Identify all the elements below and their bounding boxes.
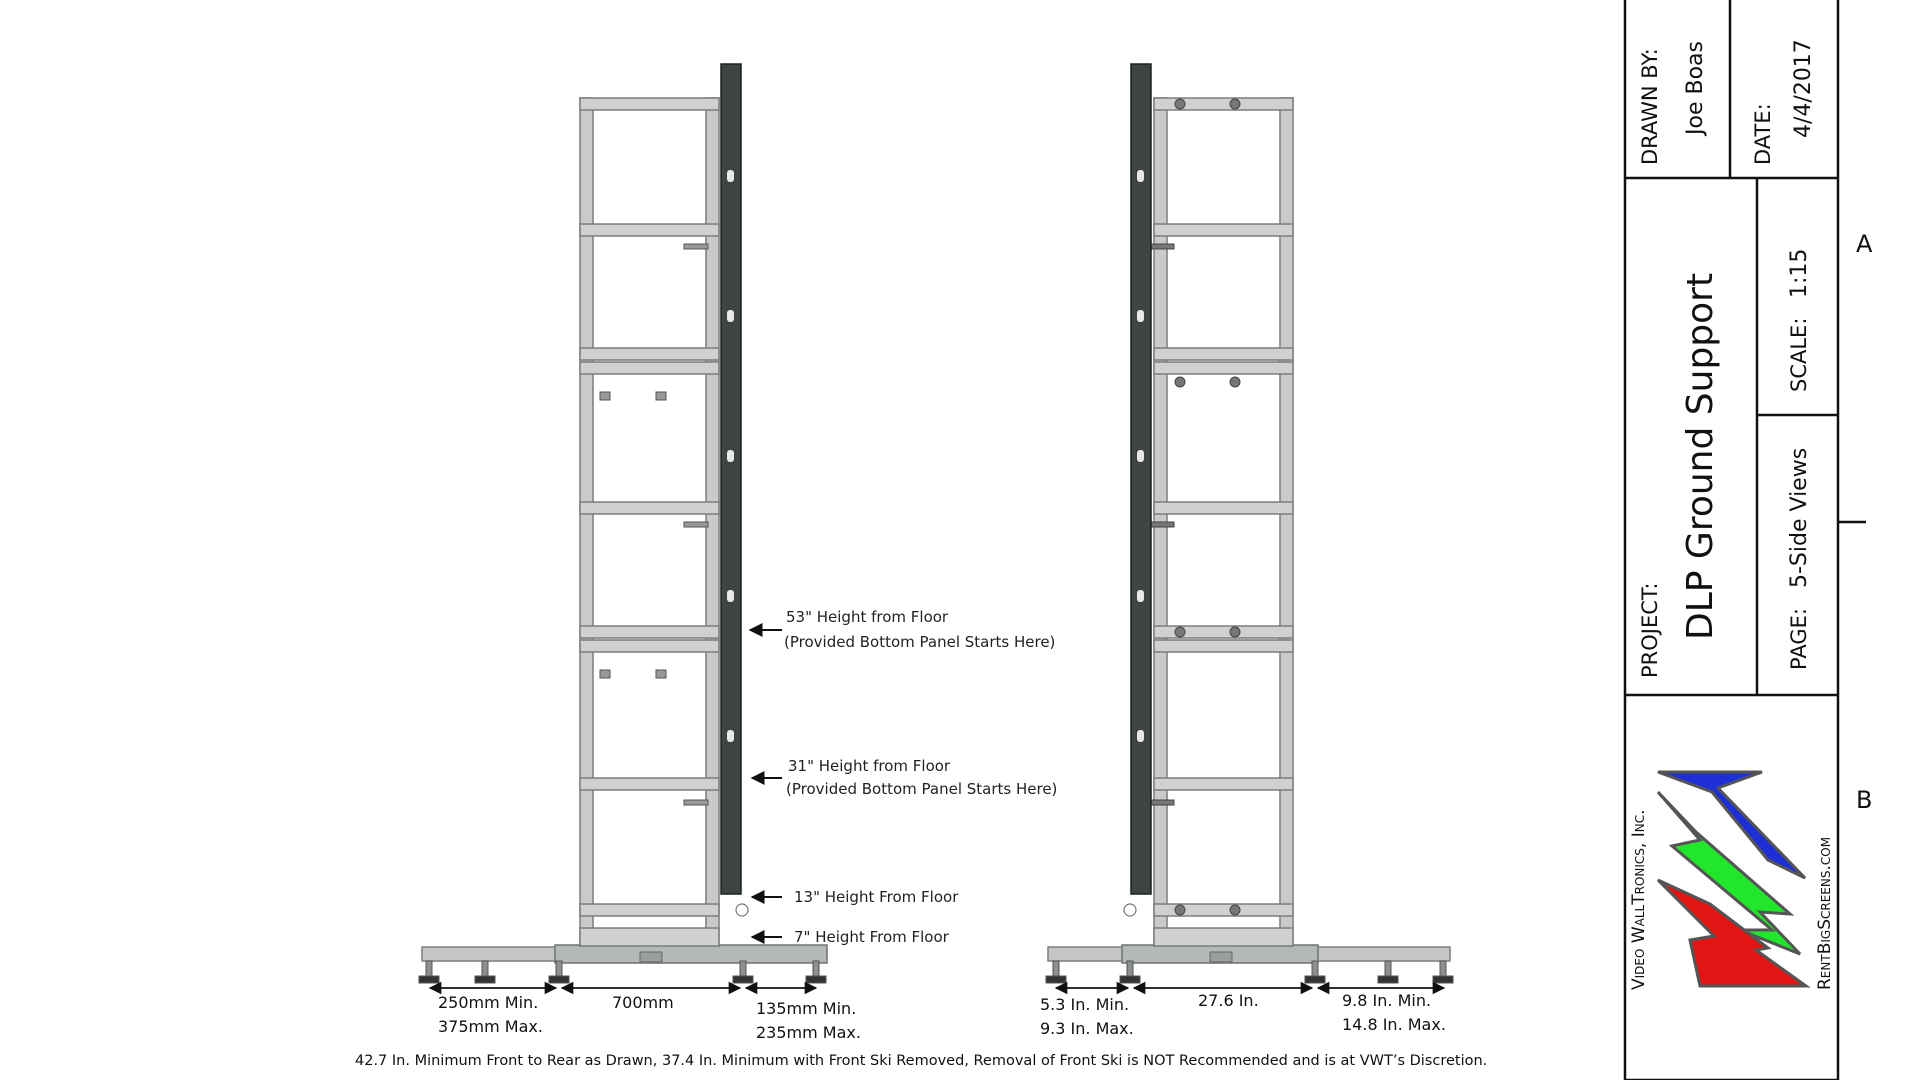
company-logo <box>1658 772 1806 986</box>
company-right: RentBigScreens.com <box>1815 836 1835 990</box>
right-center-dim: 27.6 In. <box>1198 991 1259 1010</box>
right-side-view <box>1046 64 1453 983</box>
h53-label-line1: 53" Height from Floor <box>786 608 949 626</box>
date-label: DATE: <box>1751 103 1775 165</box>
zone-a: A <box>1856 230 1873 258</box>
right-front-max: 14.8 In. Max. <box>1342 1015 1446 1034</box>
drawn-by-value: Joe Boas <box>1683 41 1708 135</box>
left-side-view <box>419 64 827 983</box>
right-front-min: 9.8 In. Min. <box>1342 991 1432 1010</box>
page-label: PAGE: <box>1787 608 1811 670</box>
right-rear-max: 9.3 In. Max. <box>1040 1019 1134 1038</box>
date-value: 4/4/2017 <box>1791 39 1816 138</box>
scale-label: SCALE: <box>1787 317 1811 392</box>
left-dark-upright-bar <box>721 64 741 894</box>
h7-label: 7" Height From Floor <box>794 928 949 946</box>
h31-label-line1: 31" Height from Floor <box>788 757 951 775</box>
page-value: 5-Side Views <box>1787 447 1812 588</box>
left-front-max: 235mm Max. <box>756 1023 861 1042</box>
h13-label: 13" Height From Floor <box>794 888 959 906</box>
footnote: 42.7 In. Minimum Front to Rear as Drawn, 37.4 In. Minimum with Front Ski Removed, Removal of Front Ski is NOT Recommended and is at VWT’s Discretion. <box>355 1053 1488 1069</box>
drawn-by-label: DRAWN BY: <box>1638 48 1662 165</box>
company-left: Video WallTronics, Inc. <box>1629 809 1649 990</box>
right-feet <box>1046 961 1453 983</box>
project-title: DLP Ground Support <box>1680 272 1721 640</box>
left-feet <box>419 961 826 983</box>
h53-label-line2: (Provided Bottom Panel Starts Here) <box>784 633 1056 651</box>
scale-value: 1:15 <box>1787 248 1812 298</box>
height-annotations <box>750 630 782 937</box>
left-base-block <box>555 945 827 963</box>
project-label: PROJECT: <box>1638 582 1662 678</box>
right-dark-upright-bar <box>1131 64 1151 894</box>
zone-b: B <box>1856 786 1873 814</box>
left-front-min: 135mm Min. <box>756 999 857 1018</box>
left-center-dim: 700mm <box>612 993 674 1012</box>
right-rear-min: 5.3 In. Min. <box>1040 995 1130 1014</box>
left-rear-max: 375mm Max. <box>438 1017 543 1036</box>
right-frame-rails <box>1154 98 1293 946</box>
left-rear-min: 250mm Min. <box>438 993 539 1012</box>
h31-label-line2: (Provided Bottom Panel Starts Here) <box>786 780 1058 798</box>
